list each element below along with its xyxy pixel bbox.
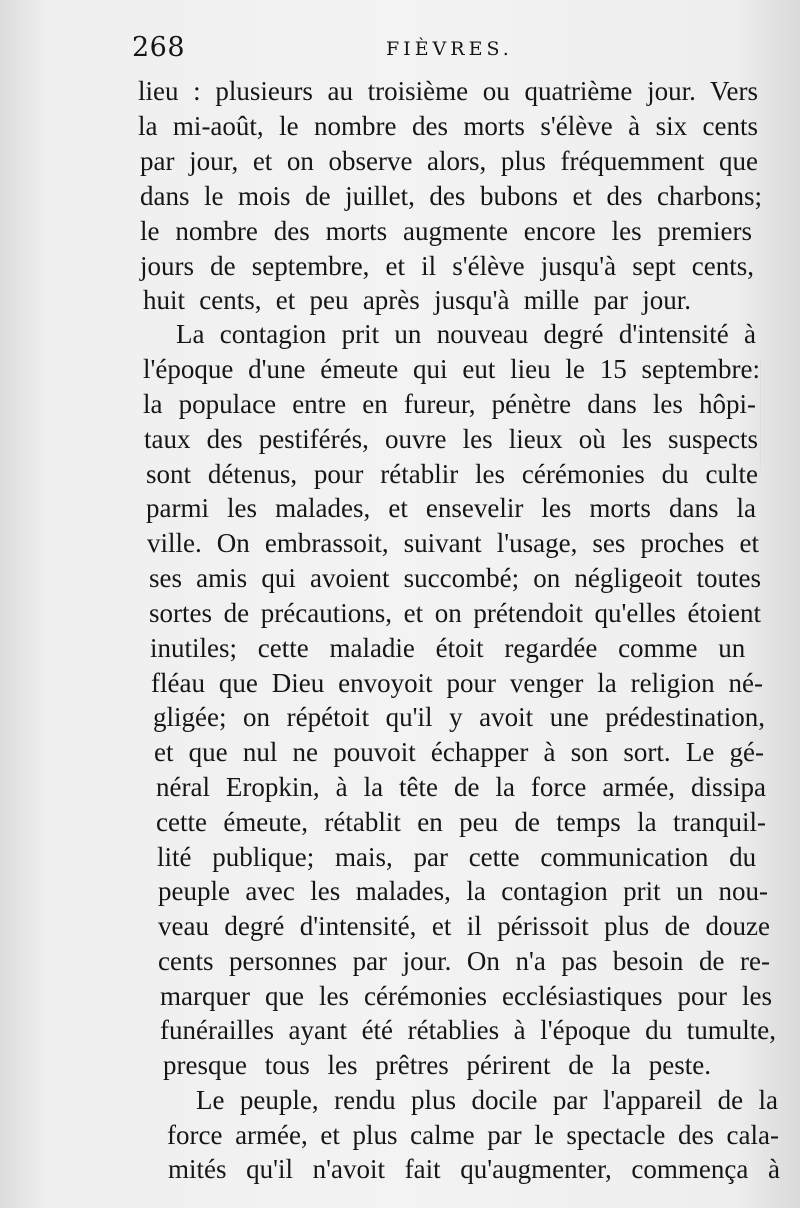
paragraph-start: La contagion prit un nouveau degré d'intensité à [176, 319, 757, 349]
text-line: sortes de précautions, et on prétendoit qu'elles étoient [149, 598, 761, 628]
text-line: néral Eropkin, à la tête de la force armée, dissipa [156, 772, 766, 802]
text-line: lité publique; mais, par cette communication du [157, 842, 757, 872]
text-line: la mi-août, le nombre des morts s'élève à six cents [138, 111, 759, 141]
text-line: funérailles ayant été rétablies à l'époque du tumulte, [160, 1015, 776, 1045]
text-line: le nombre des morts augmente encore les premiers [140, 216, 752, 246]
text-line: veau degré d'intensité, et il périssoit plus de douze [158, 911, 770, 941]
text-line: parmi les malades, et ensevelir les morts dans la [146, 493, 756, 523]
text-line: la populace entre en fureur, pénètre dans les hôpi- [143, 389, 756, 419]
text-line: lieu : plusieurs au troisième ou quatrième jour. Vers [138, 76, 758, 106]
text-line: par jour, et on observe alors, plus fréquemment que [140, 146, 758, 176]
text-line: huit cents, et peu après jusqu'à mille par jour. [143, 285, 691, 315]
text-line: taux des pestiférés, ouvre les lieux où les suspects [144, 424, 758, 454]
text-line: force armée, et plus calme par le spectacle des cala- [167, 1120, 779, 1150]
page-number: 268 [132, 32, 186, 63]
text-line: presque tous les prêtres périrent de la peste. [163, 1050, 711, 1080]
text-line: cette émeute, rétablit en peu de temps la tranquil- [156, 807, 766, 837]
text-line: cents personnes par jour. On n'a pas besoin de re- [158, 946, 770, 976]
text-line: peuple avec les malades, la contagion prit un nou- [158, 876, 769, 906]
text-line: marquer que les cérémonies ecclésiastiques pour les [160, 981, 773, 1011]
text-line: ville. On embrassoit, suivant l'usage, ses proches et [147, 528, 759, 558]
text-line: gligée; on répétoit qu'il y avoit une prédestination, [153, 702, 765, 732]
text-line: fléau que Dieu envoyoit pour venger la religion né- [151, 668, 764, 698]
paragraph-start: Le peuple, rendu plus docile par l'appareil de la [196, 1085, 779, 1115]
running-title: FIÈVRES. [386, 38, 513, 60]
text-line: ses amis qui avoient succombé; on négligeoit toutes [149, 563, 762, 593]
text-line: l'époque d'une émeute qui eut lieu le 15 septembre: [143, 354, 760, 384]
text-line: mités qu'il n'avoit fait qu'augmenter, commença à [168, 1154, 780, 1184]
text-line: jours de septembre, et il s'élève jusqu'à sept cents, [140, 251, 755, 281]
text-line: sont détenus, pour rétablir les cérémonies du culte [146, 459, 758, 489]
text-line: dans le mois de juillet, des bubons et des charbons; [140, 181, 763, 211]
text-line: inutiles; cette maladie étoit regardée comme un [150, 633, 746, 663]
text-line: et que nul ne pouvoit échapper à son sort. Le gé- [154, 737, 764, 767]
